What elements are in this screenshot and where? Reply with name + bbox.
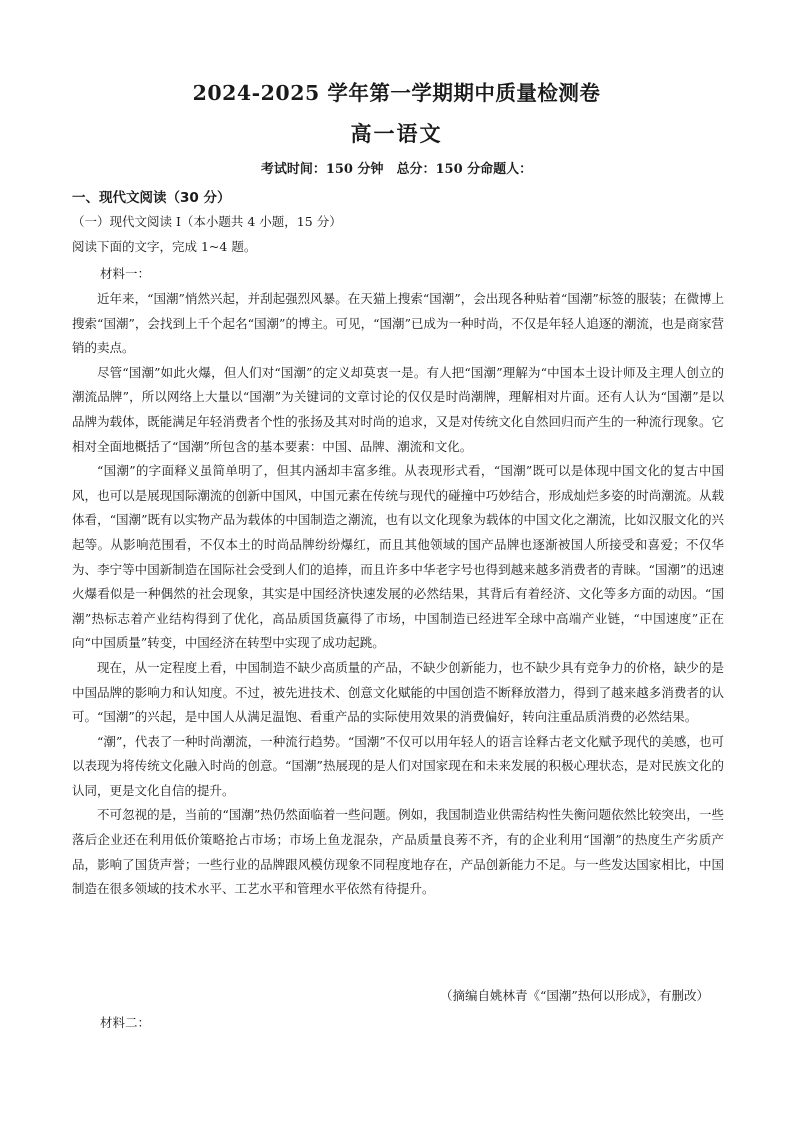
exam-meta: 考试时间：150 分钟 总分：150 分命题人： [260, 162, 533, 177]
paragraph: “国潮”的字面释义虽简单明了，但其内涵却丰富多维。从表现形式看，“国潮”既可以是体现中国文化的复古中国风，也可以是展现国际潮流的创新中国风，中国元素在传统与现代的碰撞中巧妙结合，形成灿烂多姿的时尚潮流。从载体看，“国潮”既有以实物产品为载体的中国制造之潮流，也有以文化现象为载体的中国文化之潮流，比如汉服文化的兴起等。从影响范围看，不仅本土的时尚品牌纷纷爆红，而且其他领域的国产品牌也逐渐被国人所接受和喜爱；不仅华为、李宁等中国新制造在国际社会受到人们的追捧，而且许多中华老字号也得到越来越多消费者的青睐。“国潮”的迅速火爆看似是一种偶然的社会现象，其实是中国经济快速发展的必然结果，其背后有着经济、文化等多方面的动因。“国潮”热标志着产业结构得到了优化，高品质国货赢得了市场，中国制造已经进军全球中高端产业链，“中国速度”正在向“中国质量”转变，中国经济在转型中实现了成功起跳。 [72, 463, 724, 651]
paragraph: 现在，从一定程度上看，中国制造不缺少高质量的产品，不缺少创新能力，也不缺少具有竞争力的价格，缺少的是中国品牌的影响力和认知度。不过，被先进技术、创意文化赋能的中国创造不断释放潜力，得到了越来越多消费者的认可。“国潮”的兴起，是中国人从满足温饱、看重产品的实际使用效果的消费偏好，转向注重品质消费的必然结果。 [72, 659, 724, 725]
exam-subject: 高一语文 [350, 121, 443, 146]
paragraph: 不可忽视的是，当前的“国潮”热仍然面临着一些问题。例如，我国制造业供需结构性失衡问题依然比较突出，一些落后企业还在利用低价策略抢占市场；市场上鱼龙混杂，产品质量良莠不齐，有的企业利用“国潮”的热度生产劣质产品，影响了国货声誉；一些行业的品牌跟风模仿现象不同程度地存在，产品创新能力不足。与一些发达国家相比，中国制造在很多领域的技术水平、工艺水平和管理水平依然有待提升。 [72, 807, 724, 897]
material-one-source: （摘编自姚林青《“国潮”热何以形成》，有删改） [439, 988, 709, 1003]
material-one-label: 材料一： [100, 266, 151, 281]
sub-section-heading: （一）现代文阅读 I（本小题共 4 小题，15 分） [72, 214, 342, 229]
paragraph: “潮”，代表了一种时尚潮流，一种流行趋势。“国潮”不仅可以用年轻人的语言诠释古老文化赋予现代的美感，也可以表现为将传统文化融入时尚的创意。“国潮”热展现的是人们对国家现在和未来发展的积极心理状态，是对民族文化的认同，更是文化自信的提升。 [72, 733, 724, 798]
material-two-label: 材料二： [100, 1015, 151, 1030]
reading-instruction: 阅读下面的文字，完成 1~4 题。 [72, 239, 257, 254]
section-heading: 一、现代文阅读（30 分） [72, 190, 231, 206]
paragraph: 尽管“国潮”如此火爆，但人们对“国潮”的定义却莫衷一是。有人把“国潮”理解为“中国本土设计师及主理人创立的潮流品牌”，所以网络上大量以“国潮”为关键词的文章讨论的仅仅是时尚潮牌，理解相对片面。还有人认为“国潮”是以品牌为载体，既能满足年轻消费者个性的张扬及其对时尚的追求，又是对传统文化自然回归而产生的一种流行现象。它相对全面地概括了“国潮”所包含的基本要素：中国、品牌、潮流和文化。 [72, 364, 724, 454]
paragraph: 近年来，“国潮”悄然兴起，并刮起强烈风暴。在天猫上搜索“国潮”，会出现各种贴着“国潮”标签的服装；在微博上搜索“国潮”，会找到上千个起名“国潮”的博主。可见，“国潮”已成为一种时尚，不仅是年轻人追逐的潮流，也是商家营销的卖点。 [72, 291, 724, 356]
exam-title: 2024-2025 学年第一学期期中质量检测卷 [192, 81, 601, 105]
material-one-body [72, 287, 724, 902]
